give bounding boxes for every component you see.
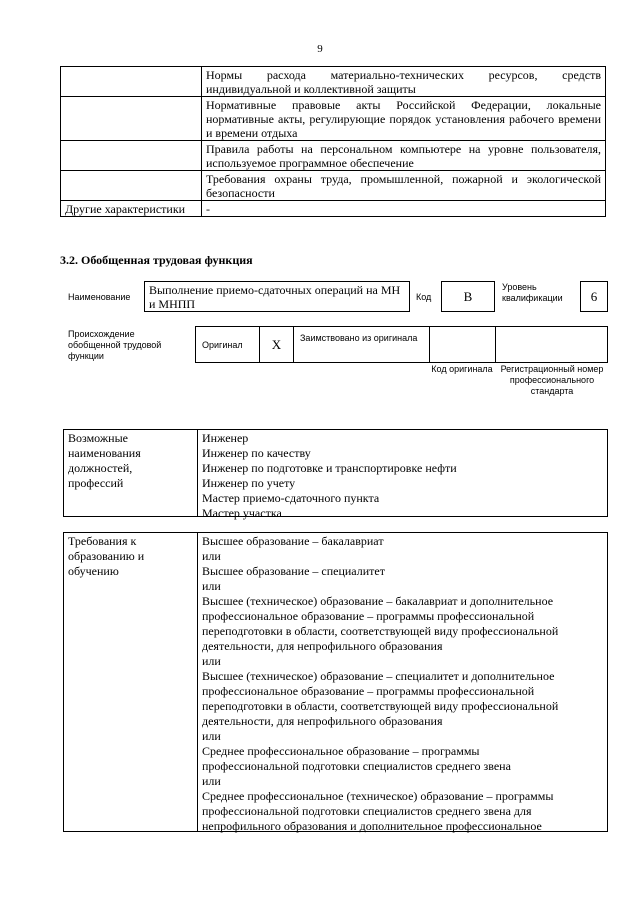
borrowed-cell bbox=[294, 327, 430, 362]
list-item: Инженер по качеству bbox=[202, 446, 311, 460]
table-cell-right: Требования охраны труда, промышленной, пожарной и экологической безопасности bbox=[202, 171, 606, 201]
list-item: Инженер по учету bbox=[202, 476, 296, 490]
list-item: Мастер приемо-сдаточного пункта bbox=[202, 491, 380, 505]
page-number: 9 bbox=[317, 43, 323, 55]
list-item: Инженер bbox=[202, 431, 249, 445]
text-line: профессиональное образование – программы профессиональной bbox=[202, 609, 535, 623]
knowledge-table bbox=[60, 66, 606, 217]
origin-row bbox=[195, 326, 608, 363]
original-mark: X bbox=[260, 327, 294, 362]
text-line: или bbox=[202, 549, 221, 563]
positions-label-cell bbox=[64, 430, 198, 516]
text-line: Высшее (техническое) образование – специалитет и дополнительное bbox=[202, 669, 555, 683]
original-label: Оригинал bbox=[202, 340, 243, 350]
borrowed-label: Заимствовано из оригинала bbox=[300, 333, 418, 343]
text-line: профессиональной подготовки специалистов среднего звена bbox=[202, 759, 511, 773]
function-name-box: Выполнение приемо-сдаточных операций на МН и МНПП bbox=[144, 281, 410, 312]
text-line: профессиональное образование – программы профессиональной bbox=[202, 684, 535, 698]
reg-number-caption: Регистрационный номер профессионального стандарта bbox=[500, 364, 604, 396]
table-row bbox=[61, 141, 606, 171]
table-cell-left bbox=[61, 171, 202, 201]
list-item: Мастер участка bbox=[202, 506, 282, 520]
positions-list bbox=[198, 430, 607, 522]
positions-block bbox=[63, 429, 608, 520]
table-cell-left bbox=[61, 97, 202, 141]
table-row bbox=[61, 67, 606, 97]
text-line: Высшее образование – бакалавриат bbox=[202, 534, 384, 548]
origin-label: Происхождение обобщенной трудовой функции bbox=[68, 329, 162, 361]
level-box: 6 bbox=[580, 281, 608, 312]
table-row bbox=[61, 97, 606, 141]
education-block bbox=[63, 532, 608, 832]
text-line: переподготовки в области, соответствующей виду профессиональной bbox=[202, 624, 559, 638]
code-original-caption: Код оригинала bbox=[431, 364, 493, 374]
education-text bbox=[198, 533, 607, 835]
text-line: профессиональной подготовки специалистов среднего звена для bbox=[202, 804, 532, 818]
section-title: 3.2. Обобщенная трудовая функция bbox=[60, 253, 253, 267]
text-line: Высшее (техническое) образование – бакалавриат и дополнительное bbox=[202, 594, 554, 608]
table-cell-right: Нормы расхода материально-технических ресурсов, средств индивидуальной и коллективной защиты bbox=[202, 67, 606, 97]
table-cell-left bbox=[61, 67, 202, 97]
original-code-cell bbox=[430, 327, 496, 362]
list-item: Инженер по подготовке и транспортировке нефти bbox=[202, 461, 457, 475]
table-cell-right: Правила работы на персональном компьютере на уровне пользователя, используемое программное обеспечение bbox=[202, 141, 606, 171]
text-line: или bbox=[202, 774, 221, 788]
table-row bbox=[61, 171, 606, 201]
text-line: или bbox=[202, 729, 221, 743]
level-label: Уровень квалификации bbox=[502, 282, 563, 303]
table-cell-left: Другие характеристики bbox=[61, 201, 202, 217]
table-cell-right: Нормативные правовые акты Российской Федерации, локальные нормативные акты, регулирующие порядок установления рабочего времени и времени отдыха bbox=[202, 97, 606, 141]
original-cell bbox=[196, 327, 260, 362]
text-line: деятельности, для непрофильного образования bbox=[202, 714, 443, 728]
text-line: деятельности, для непрофильного образования bbox=[202, 639, 443, 653]
text-line: или bbox=[202, 654, 221, 668]
text-line: Высшее образование – специалитет bbox=[202, 564, 385, 578]
education-label: Требования к образованию и обучению bbox=[68, 534, 145, 578]
table-cell-left bbox=[61, 141, 202, 171]
text-line: непрофильного образования и дополнительное профессиональное bbox=[202, 819, 542, 833]
text-line: переподготовки в области, соответствующей виду профессиональной bbox=[202, 699, 559, 713]
table-cell-right: - bbox=[202, 201, 606, 217]
text-line: Среднее профессиональное образование – программы bbox=[202, 744, 480, 758]
reg-number-cell bbox=[496, 327, 607, 362]
name-label: Наименование bbox=[68, 292, 131, 302]
function-code-box: B bbox=[441, 281, 495, 312]
code-label: Код bbox=[416, 292, 432, 302]
positions-label: Возможные наименования должностей, профессий bbox=[68, 431, 141, 490]
text-line: или bbox=[202, 579, 221, 593]
text-line: Среднее профессиональное (техническое) образование – программы bbox=[202, 789, 554, 803]
table-row bbox=[61, 201, 606, 217]
education-label-cell bbox=[64, 533, 198, 831]
